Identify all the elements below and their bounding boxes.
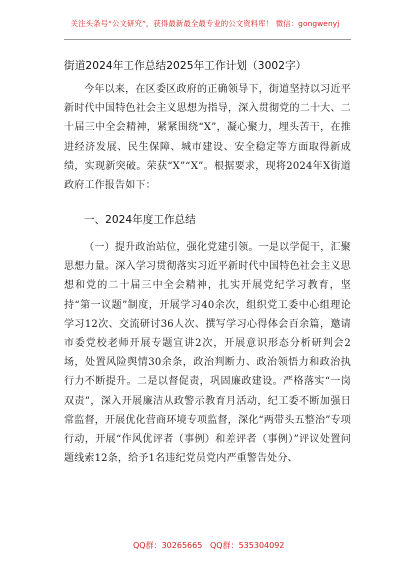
- body-paragraph: [64, 238, 351, 468]
- document-title: 街道2024年工作总结2025年工作计划（3002字）: [64, 60, 307, 72]
- header-banner: 关注头条号“公文研究”，获得最新最全最专业的公文资料库！ 微信：gongwenyj: [70, 19, 340, 28]
- section-heading: 一、2024年度工作总结: [84, 214, 196, 226]
- header-divider: [64, 39, 351, 40]
- intro-paragraph: [64, 80, 351, 195]
- footer-qq-group-2: QQ群：535304092: [210, 541, 285, 550]
- intro-text: 今年以来，在区委区政府的正确领导下，街道坚持以习近平新时代中国特色社会主义思想为指导，深入贯彻党的二十大、二十届三中全会精神，紧紧围绕“X”，凝心聚力，埋头苦干，在推进经济发展、民生保障、城市建设、安全稳定等方面取得新成绩，实现新突破。荣获“X”“X”。根据要求，现将2024年X街道政府工作报告如下：: [64, 84, 351, 192]
- body-text: （一）提升政治站位，强化党建引领。一是以学促干，汇聚思想力量。深入学习贯彻落实习近平新时代中国特色社会主义思想和党的二十届三中全会精神，扎实开展党纪学习教育，坚持“第一议题”制度，开展学习40余次，组织党工委中心组理论学习12次、交流研讨36人次、撰写学习心得体会百余篇，邀请市委党校老师开展专题宣讲2次，开展意识形态分析研判会2场，处置风险舆情30余条，政治判断力、政治领悟力和政治执行力不断提升。二是以督促责，巩固廉政建设。严格落实“一岗双责”，深入开展廉洁从政警示教育月活动，纪工委不断加强日常监督，开展优化营商环境专项监督，深化“两带头五整治”专项行动，开展“作风优评者（事例）和差评者（事例）”评议处置问题线索12条，给予1名违纪党员党内严重警告处分、: [64, 242, 351, 465]
- footer-qq-group-1: QQ群：30265665: [133, 541, 203, 550]
